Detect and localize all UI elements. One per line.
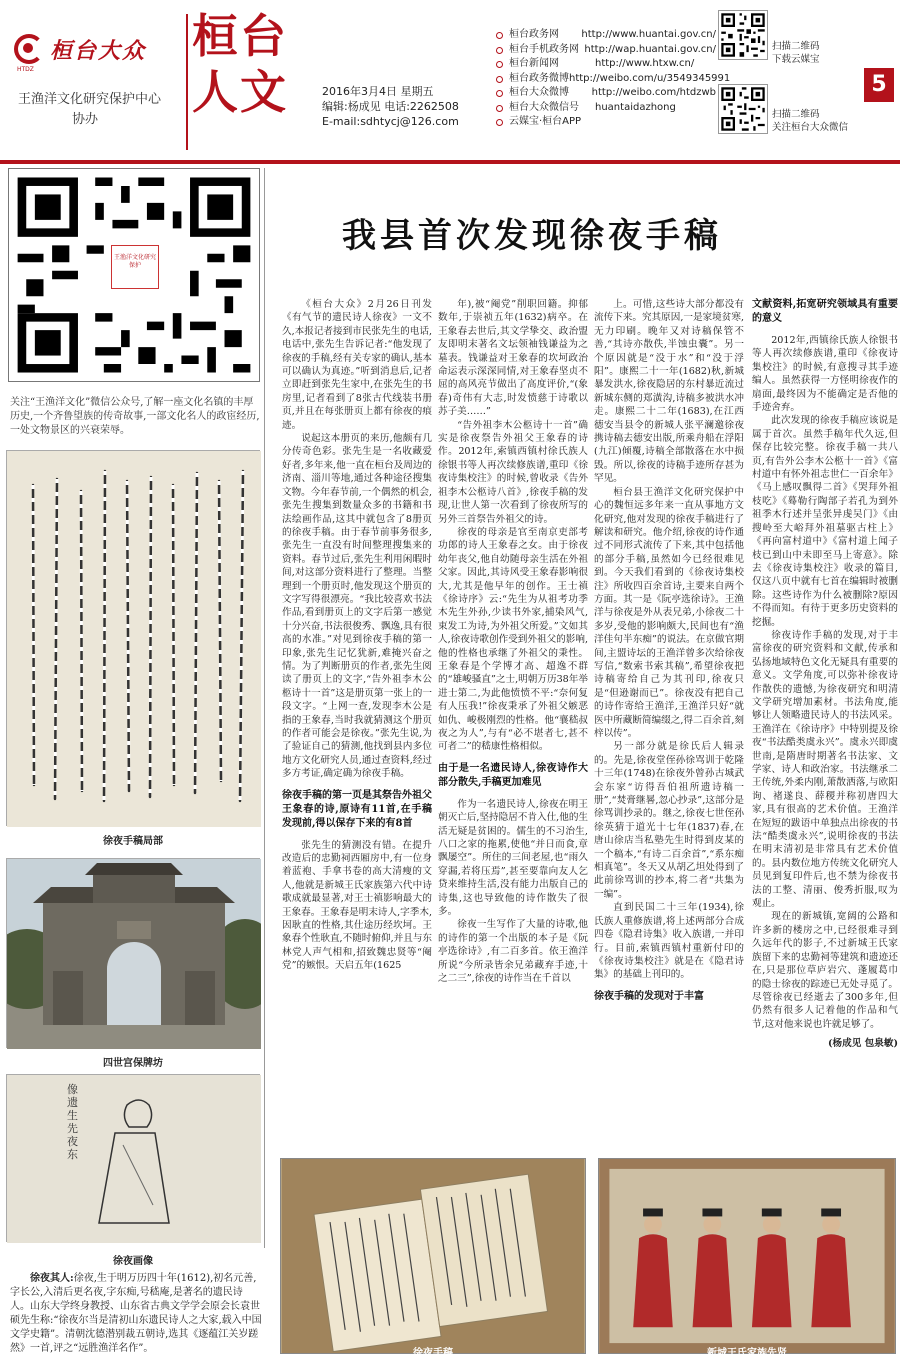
qr-code-wechat-icon[interactable] [718,84,768,134]
paragraph: “告外祖李木公柩诗十一首”确实是徐夜祭告外祖父王象春的诗作。2012年,索镇西镇村徐氏族人徐银书等人再次续修族谱,重印《徐夜诗集校注》的时候,曾收录《告外祖李木公柩诗八首》,徐夜手稿的发现,让世人第一次看到了徐夜所写的另外三首祭告外祖父的诗。 [438,419,588,525]
qr-label-app: 扫描二维码 下载云媒宝 [772,41,820,65]
section-title: 桓台人文 [192,9,288,119]
qr-center-logo: 王渔洋文化研究保护 [111,245,159,289]
qr-label-wechat: 扫描二维码 关注桓台大众微信 [772,109,849,133]
channel-row[interactable]: 桓台政务网 http://www.huantai.gov.cn/ [496,28,716,43]
caption-manuscript-photo: 徐夜手稿 [413,1348,453,1359]
bio-name: 徐夜其人: [30,1273,74,1284]
paragraph: 说起这本册页的来历,他颇有几分传奇色彩。张先生是一名收藏爱好者,多年来,他一直在桓台及周边的济南、淄川等地,通过各种途径搜集文物。今年春节前,一个偶然的机会,张先生搜集到数量众多的书籍和书法绘画作品,这其中就包含了8册页的徐夜手稿。由于春节前事务很多,张先生一直没有时间整理搜集来的资料。春节过后,张先生利用闲暇时间,对这部分资料进行了整理。当整理到一个册页时,他发现这个册页的文字写得很漂亮。“我比较喜欢书法作品,看到册页上的文字后第一感觉十分兴奋,书法很俊秀、飘逸,具有很高的水准。”对见到徐夜手稿的第一印象,张先生记忆犹新,难掩兴奋之情。为了判断册页的作者,张先生阅读了册页上的文字,“告外祖李木公柩诗十一首”这是册页第一张上的一段文字。“上网一查,发现李木公是指的王象春,当时我就猜测这个册页的作者可能会是徐夜。”张先生说,为了验证自己的猜测,他找到县内多位地方文化研究人员,通过查资料,经过多方考证,确定确为徐夜手稿。 [282,433,433,780]
paragraph: 现在的新城镇,宽阔的公路和许多新的楼房之中,已经很难寻到久远年代的影子,不过新城王氏家族留下来的忠勤祠等建筑和遗迹还在,只是那位草庐岩穴、蓬履葛巾的隐士徐夜的踪迹已无处寻觅了。尽管徐夜已经逝去了300多年,但仍然有很多人记着他的作品和气节,这对他来说也许就足够了。 [752,911,898,1030]
header-divider [186,14,188,150]
issue-info [322,84,459,129]
manuscript-detail-photo [6,450,260,826]
paragraph: 徐夜的母亲是官至南京吏部考功郎的诗人王象春之女。由于徐夜幼年丧父,他自幼随母亲生活在外祖父家。因此,其诗风受王象春影响很大,尤其是他早年的创作。王士禛《徐诗序》云:“先生为从祖考功季木先生外孙,少读书外家,捕染风气,束发工为诗,为外祖父所爱。”文如其人,徐夜诗歌创作受到外祖父的影响,他的性格也承继了外祖父的秉性。王象春是个学博才高、超逸不群的“雄峻骚直”之士,明朝万历38年举进士第二,为此他愤愤不平:“奈何复有人压我!”徐夜秉承了外祖父嫉恶如仇、峻极刚烈的性格。他“襄嵇叔夜之为人”,与有“必不堪者七,甚不可者二”的嵇康性格相似。 [438,526,589,753]
subheading: 文献资料,拓宽研究领域具有重要的意义 [752,299,898,324]
paragraph: 桓台县王渔洋文化研究保护中心的魏恒远多年来一直从事地方文化研究,他对发现的徐夜手稿进行了解读和研究。他介绍,徐夜的诗作通过不同形式流传了下来,其中包括他的部分手稿,虽然如今已经很难见到。今天我们看到的《徐夜诗集校注》所收四百余首诗,主要来自两个方面。其一是《阮亭选徐诗》。王渔洋与徐夜是外从表兄弟,小徐夜二十多岁,受他的影响颇大,民间也有“渔洋佳句半东痴”的说法。在京做官期间,主盟诗坛的王渔洋曾多次给徐夜写信,“数索书索其稿”,希望徐夜把诗稿寄给自己为其刊印,徐夜只是“但逊谢而已”。徐夜没有把自己的诗作寄给王渔洋,王渔洋只好“就医中所藏断简编缀之,得二百余首,刻梓以传”。 [594,486,745,739]
bio-box [10,1272,262,1356]
channel-row[interactable]: 桓台政务微博 http://weibo.com/u/3549345991 [496,72,716,87]
bullet-icon [496,47,503,54]
portrait-photo [6,1074,260,1242]
subheading: 徐夜手稿的第一页是其祭告外祖父王象春的诗,原诗有11首,在手稿发现前,得以保存下来的有8首 [282,789,432,829]
bullet-icon [496,61,503,68]
bullet-icon [496,90,503,97]
logo-name: 桓台大众 [50,38,147,64]
channel-row[interactable]: 桓台大众微博 http://weibo.com/htdzwb [496,86,716,101]
paragraph: 徐夜一生写作了大量的诗歌,他的诗作的第一个出版的本子是《阮亭选徐诗》,有二百多首。依王渔洋所说“今所录皆余兄弟藏弃手迹,十之二三”,徐夜的诗作当在千首以 [438,919,588,985]
byline: (杨成见 包泉敏) [828,1038,898,1050]
paragraph: 徐夜诗作手稿的发现,对于丰富徐夜的研究资料和文献,传承和弘扬地域特色文化无疑具有重要的意义。文学角度,可以弥补徐夜诗作散佚的遗憾,为徐夜研究和明清文学研究增加素材。书法角度,能够让人领略遗民诗人的书法风采。王渔洋在《徐诗序》中特别提及徐夜“书法酷类虞永兴”。虞永兴即虞世南,是隋唐时期著名书法家、文学家、诗人和政治家。书法继承二王传统,外柔内刚,萧散洒落,与欧阳询、褚遂良、薛稷并称初唐四大家,具有很高的艺术价值。王渔洋在短短的跋语中单独点出徐夜的书法“酷类虞永兴”,说明徐夜的书法在明末清初是非常具有艺术价值的。县内数位地方传统文化研究人员见到复印件后,也不禁为徐夜书法的工整、清丽、俊秀折服,叹为观止。 [752,629,898,910]
bullet-icon [496,32,503,39]
paragraph: 另一部分就是徐氏后人辑录的。先是,徐夜堂侄孙徐骂训于乾隆十三年(1748)在徐夜外曾孙古城武会东家“访得吾伯祖所遗诗稿一册”,“焚膏继晷,忽心抄录”,这部分是徐骂训抄录的。继之,徐夜七世侄孙徐英猜于道光十七年(1837)春,在唐山徐店当私塾先生时得到皮某的一个稿本,“有诗二百余首”,“系东痴相真笔”。冬天又从胡乙坦处得到了此前徐骂训的抄本,将二者“共集为一编”。 [594,741,744,900]
paragraph: 《桓台大众》2月26日刊发《有气节的遗民诗人徐夜》一文不久,本报记者接到市民张先生的电话,电话中,张先生告诉记者:“他发现了徐夜的手稿,经有关专家的确认,基本可以确认为真迹。”听到消息后,记者立即赶到张先生家中,在张先生的书房里,记者看到了8张古代线装书册页,并且在每张册页上都有徐夜的痕迹。 [282,299,433,431]
bio-text: 徐夜,生于明万历四十年(1612),初名元善,字长公,入清后更名夜,字东痴,号嵇庵,是著名的遗民诗人。山东大学终身教授、山东省古典文学学会原会长袁世硕先生称:“徐夜尔当是清初山东遗民诗人之大家,载入中国文学史籍”。清朝沈德潜别裁五朝诗,选其《逐蕴江关岁蹉然》一首,评之“远胜渔洋名作”。 [10,1273,262,1354]
ancestors-portraits-photo [598,1158,896,1354]
newspaper-logo[interactable] [14,30,174,73]
paragraph: 作为一名遗民诗人,徐夜在明王朝灭亡后,坚持隐居不肯入仕,他的生活无疑是贫困的。儒生的不习治生,八口之家的拖累,使他“并日而食,章飘屡空”。所住的三间老屋,也“雨久穿漏,若将压焉”,甚至要靠向友人乞贷来维持生活,没有能力出版自己的诗集,这也导致他的诗作散失了很多。 [438,798,589,918]
wechat-note: 关注“王渔洋文化”微信公众号,了解一座文化名镇的丰厚历史,一个齐鲁望族的传奇故事,一部文化名人的政宦经历,一处文物景区的兴衰荣辱。 [10,397,260,436]
issue-editor: 编辑:杨成见 电话:2262508 [322,100,459,113]
caption-ancestors-photo: 新城王氏家族先贤 [707,1348,787,1359]
paragraph: 上。可惜,这些诗大部分都没有流传下来。究其原因,一是家境贫寒,无力印刷。晚年又对诗稿保管不善,“其诗亦散佚,半蚀虫囊”。另一个原因就是“没于水”和“没于浮阳”。康熙二十一年(1682)秋,新城暴发洪水,徐夜隐居的东村暴近流过新城东侧的郑潢沟,诗稿多被洪水冲走。康熙二十二年(1683),在江西德安当县令的新城人张平澜邀徐夜携诗稿去德安出版,所乘舟船在浮阳(九江)倾覆,诗稿全部散落在水中损毁。所以,徐夜的诗稿手迹所存甚为罕见。 [594,299,745,485]
caption-archway: 四世宫保牌坊 [103,1058,163,1069]
issue-email[interactable]: E-mail:sdhtycj@126.com [322,115,459,128]
wechat-official-qr-icon[interactable] [8,168,260,382]
article-column-1 [282,298,432,1248]
logo-sub: HTDZ [17,66,34,73]
page-number: 5 [864,68,894,102]
center-name: 王渔洋文化研究保护中心 [18,92,162,107]
masthead [0,0,900,168]
paragraph: 2012年,西镇徐氏族人徐银书等人再次续修族谱,重印《徐夜诗集校注》的时候,有意搜寻其手迹编人。虽然获得一方怪明徐夜作的扇面,最终因为不能确定是否他的手迹舍弃。 [752,335,898,414]
paragraph: 年),被“阉党”削职回籍。抑郁数年,于崇祯五年(1632)病卒。在王象春去世后,其文学挚交、政治盟友即明末著名文坛领袖钱谦益为之墓表。钱谦益对王象春的坎坷政治命运表示深深同情,对王象春坚贞不屈的高风亮节做出了高度评价,“(象春)奇伟有大志,时发愤慈于诗歌以苏子美……” [438,299,588,418]
header-rule [0,160,900,164]
center-role: 协办 [72,112,99,127]
channel-list [496,28,731,130]
article-column-2 [438,298,588,1248]
caption-manuscript-detail: 徐夜手稿局部 [103,836,163,847]
bullet-icon [496,76,503,83]
article-headline: 我县首次发现徐夜手稿 [342,216,722,256]
portrait-inscription: 像遗生先夜东 [67,1083,78,1161]
subheading: 徐夜手稿的发现对于丰富 [594,990,704,1002]
logo-mark-icon [14,34,44,64]
caption-portrait: 徐夜画像 [113,1256,153,1267]
subheading: 由于是一名遗民诗人,徐夜诗作大部分散失,手稿更加难见 [438,762,588,788]
channel-row[interactable]: 桓台手机政务网 http://wap.huantai.gov.cn/ [496,43,716,58]
paragraph: 直到民国二十三年(1934),徐氏族人重修族谱,将上述两部分合成四卷《隐君诗集》收入族谱,一并印行。目前,索镇西镇村重新付印的《徐夜诗集校注》就是在《隐君诗集》的基础上刊印的。 [594,902,744,981]
article-column-3 [594,298,744,1248]
issue-date: 2016年3月4日 星期五 [322,85,434,98]
archway-photo [6,858,260,1048]
channel-row[interactable]: 桓台大众微信号 huantaidazhong [496,101,716,116]
bullet-icon [496,119,503,126]
article-column-4 [752,298,898,1248]
manuscript-pages-photo [280,1158,586,1354]
qr-code-app-icon[interactable] [718,10,768,60]
bullet-icon [496,105,503,112]
paragraph: 张先生的猜测没有错。在提升改造后的忠勤祠西厢房中,有一位身着蓝袍、手拿书卷的高大清瘦的文人,他就是新城王氏家族第六代中诗歌成就最显著,对王士禛影响最大的王象春。王象春是明末诗人,字季木,因耿直的性格,其仕途历经坎坷。王象春个性耿直,不随时俯仰,并且与东林党人声气相和,招致魏忠贤等“阉党”的嫉恨。天启五年(1625 [282,839,433,972]
channel-row[interactable]: 云媒宝·桓台APP [496,115,716,130]
column-divider [264,168,265,1248]
channel-row[interactable]: 桓台新闻网 http://www.htxw.cn/ [496,57,716,72]
paragraph: 此次发现的徐夜手稿应该说是属于首次。虽然手稿年代久远,但保存比较完整。徐夜手稿一共八页,有告外公李木公柩十一首》《富村道中有怀外祖志世仁一百余年》《马上感叹飘得二首》《哭拜外祖枝吃》《蓦勒行陶部子若孔为到外祖季木行述并呈张异虔吴门》《由搜岭至大峪拜外祖墓驱古柱上》《再向富村道中》《富村道上闻子枝已到山中未即至马上寄意》。除去《徐夜诗集校注》收录的篇目,仅这八页中就有七首在编辑时被删除。这些诗作为什么被删除?原因不得而知。有待于更多历史资料的挖掘。 [752,415,898,628]
